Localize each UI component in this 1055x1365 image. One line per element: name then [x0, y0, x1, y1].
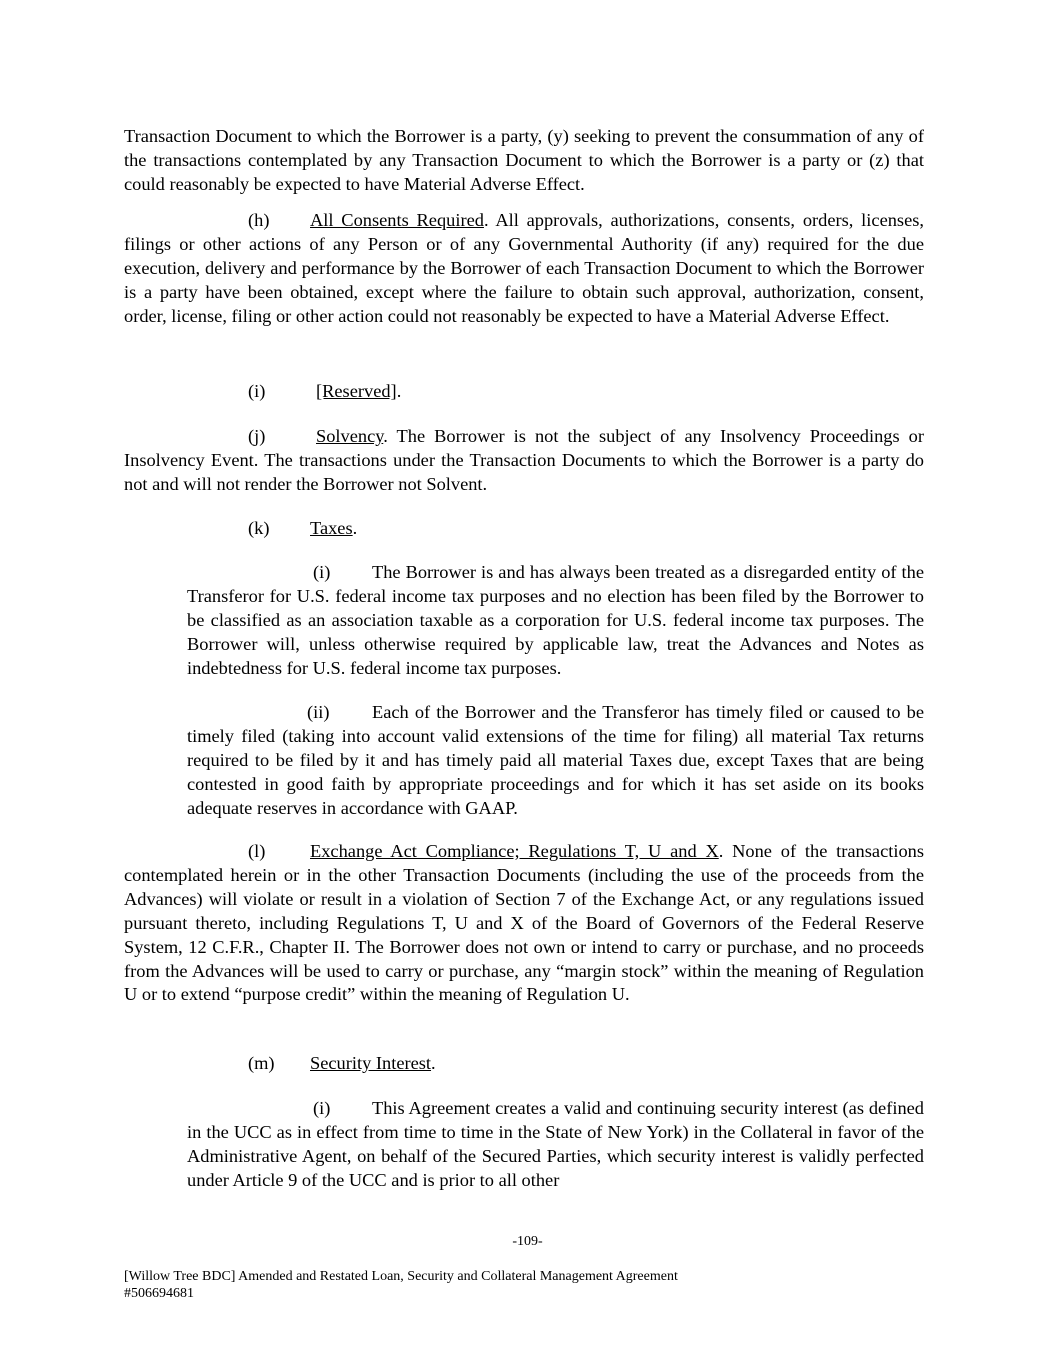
section-m-heading: Security Interest — [310, 1053, 432, 1073]
section-l — [124, 840, 924, 1007]
section-i-marker: (i) — [248, 381, 266, 401]
section-l-body: . None of the transactions contemplated herein or in the other Transaction Documents (including the use of the proceeds from the Advances) will violate or result in a violation of Section 7 of the Exchange Act, or any regulations issued pursuant thereto, including Regulations T, U and X of the Board of Governors of the Federal Reserve System, 12 C.F.R., Chapter II. The Borrower does not own or intend to carry or purchase, and no proceeds from the Advances will be used to carry or purchase, any “margin stock” within the meaning of Regulation U or to extend “purpose credit” within the meaning of Regulation U. — [124, 841, 924, 1005]
section-m-body: . — [431, 1053, 436, 1073]
footer-title: [Willow Tree BDC] Amended and Restated Loan, Security and Collateral Management Agreement — [124, 1269, 678, 1284]
section-k-sub-ii-marker: (ii) — [307, 702, 330, 722]
section-i-body: . — [396, 381, 402, 401]
section-h-marker: (h) — [248, 210, 270, 230]
section-j-heading: Solvency — [316, 426, 384, 446]
section-k-heading: Taxes — [310, 518, 353, 538]
section-k-sub-ii-body: Each of the Borrower and the Transferor has timely filed or caused to be timely filed (taking into account valid extensions of the time for filing) all material Tax returns required to be filed by it and has timely paid all material Taxes due, except Taxes that are being contested in good faith by appropriate proceedings and for which it has set aside on its books adequate reserves in accordance with GAAP. — [187, 702, 924, 818]
section-k-sub-i-marker: (i) — [313, 562, 331, 582]
footer — [124, 1268, 678, 1302]
section-i — [248, 380, 401, 404]
footer-doc-id: #506694681 — [124, 1286, 194, 1301]
paragraph-intro — [124, 125, 924, 197]
paragraph-intro-text: Transaction Document to which the Borrower is a party, (y) seeking to prevent the consummation of any of the transactions contemplated by any Transaction Document to which the Borrower is a party or (z) that could reasonably be expected to have Material Adverse Effect. — [124, 126, 924, 194]
section-i-heading: [Reserved] — [316, 381, 397, 401]
section-m-sub-i-marker: (i) — [313, 1098, 331, 1118]
section-m — [248, 1052, 436, 1076]
section-l-heading: Exchange Act Compliance; Regulations T, U and X — [310, 841, 719, 861]
section-k-body: . — [352, 518, 358, 538]
section-k — [248, 517, 357, 541]
section-h-body: . All approvals, authorizations, consents, orders, licenses, filings or other actions of any Person or of any Governmental Authority (if any) required for the due execution, delivery and performance by the Borrower of each Transaction Document to which the Borrower is a party have been obtained, except where the failure to obtain such approval, authorization, consent, order, license, filing or other action could not reasonably be expected to have a Material Adverse Effect. — [124, 210, 924, 326]
page-number: -109- — [512, 1234, 543, 1249]
section-k-sub-i — [187, 561, 924, 681]
section-k-marker: (k) — [248, 518, 270, 538]
section-m-sub-i — [187, 1097, 924, 1193]
section-j-body: . The Borrower is not the subject of any Insolvency Proceedings or Insolvency Event. The transactions under the Transaction Documents to which the Borrower is a party do not and will not render the Borrower not Solvent. — [124, 426, 924, 494]
section-l-marker: (l) — [248, 841, 266, 861]
section-j-marker: (j) — [248, 426, 266, 446]
section-m-marker: (m) — [248, 1053, 275, 1073]
section-k-sub-ii — [187, 701, 924, 821]
section-k-sub-i-body: The Borrower is and has always been treated as a disregarded entity of the Transferor for U.S. federal income tax purposes and no election has been filed by the Borrower to be classified as an association taxable as a corporation for U.S. federal income tax purposes. The Borrower will, unless otherwise required by applicable law, treat the Advances and Notes as indebtedness for U.S. federal income tax purposes. — [187, 562, 924, 678]
section-j — [124, 425, 924, 497]
section-h-heading: All Consents Required — [310, 210, 484, 230]
section-m-sub-i-body: This Agreement creates a valid and continuing security interest (as defined in the UCC as in effect from time to time in the State of New York) in the Collateral in favor of the Administrative Agent, on behalf of the Secured Parties, which security interest is validly perfected under Article 9 of the UCC and is prior to all other — [187, 1098, 924, 1190]
section-h — [124, 209, 924, 329]
